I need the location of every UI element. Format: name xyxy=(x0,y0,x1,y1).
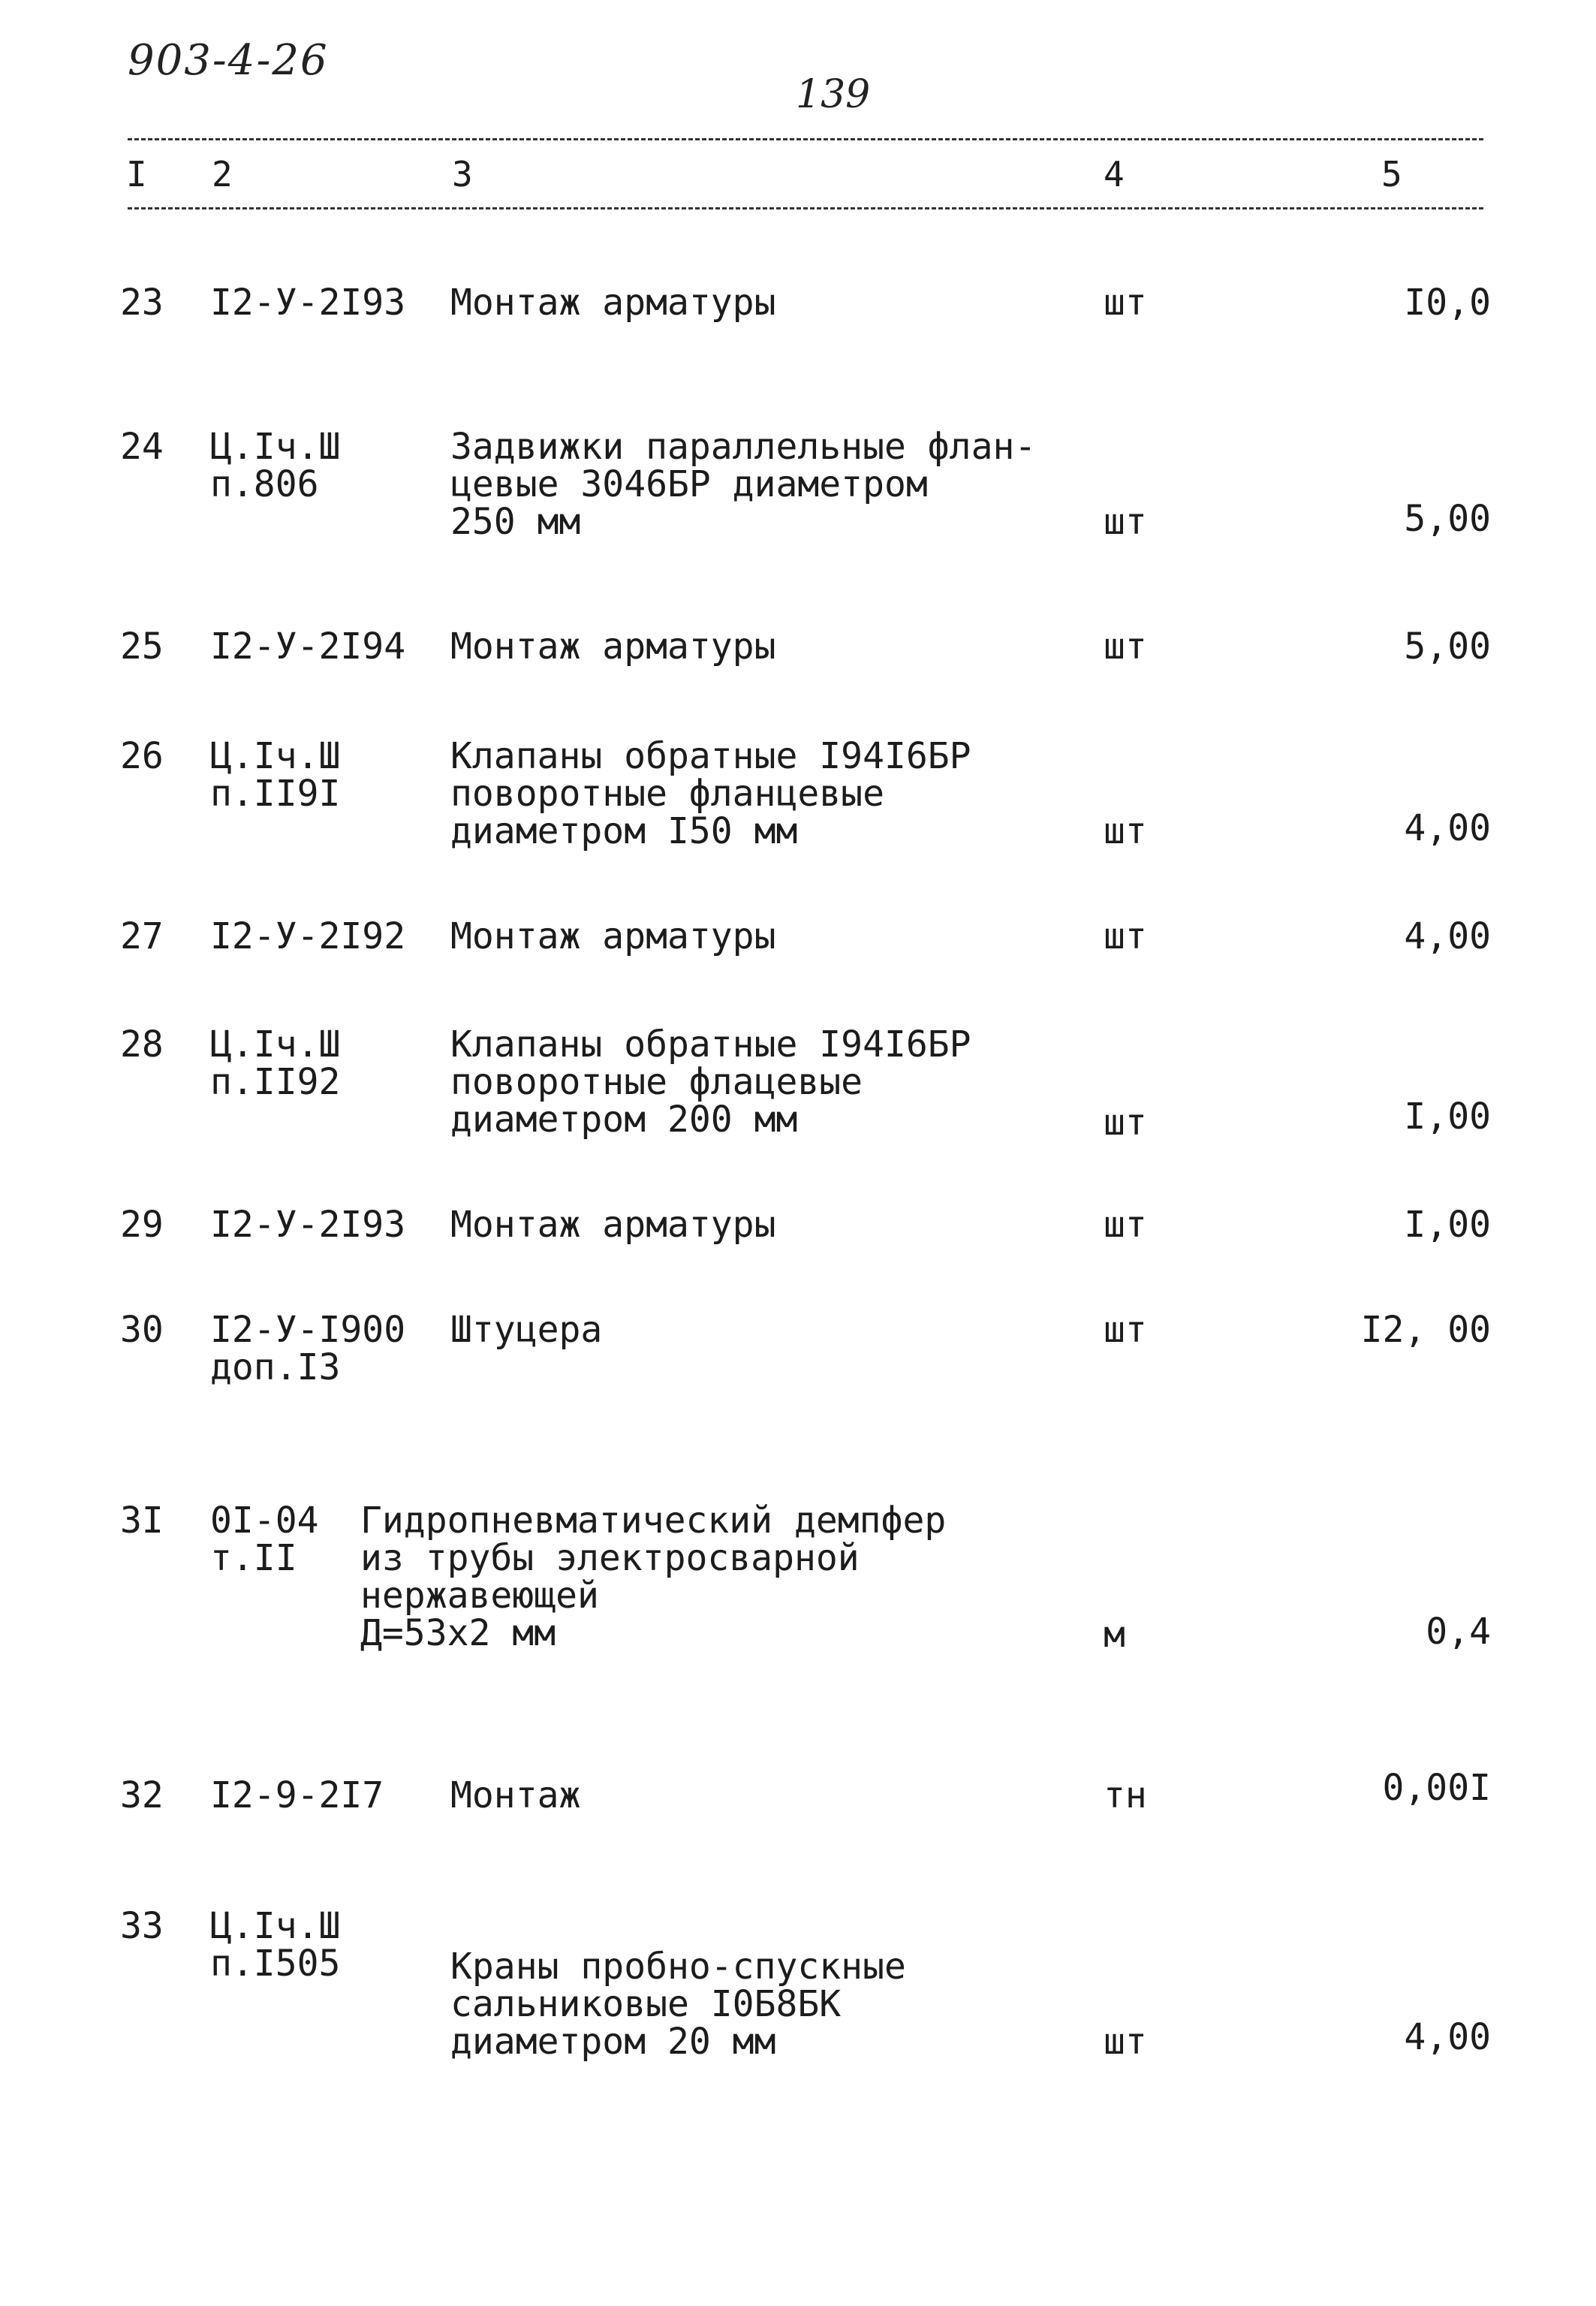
row-unit: шт xyxy=(1104,501,1147,543)
row-description: Штуцера xyxy=(450,1309,603,1351)
row-unit: тн xyxy=(1104,1774,1147,1816)
row-unit: шт xyxy=(1104,282,1147,324)
row-number: 24 xyxy=(120,426,164,468)
row-description: Задвижки параллельные флан- цевые 3046БР диаметром 250 мм xyxy=(450,426,1037,543)
row-code: Ц.Iч.Ш п.I505 xyxy=(210,1905,341,1985)
row-code: I2-У-2I92 xyxy=(210,915,406,957)
row-quantity: I,00 xyxy=(1404,1096,1491,1138)
page-number: 139 xyxy=(796,72,871,117)
row-unit: м xyxy=(1104,1614,1125,1656)
row-description: Монтаж xyxy=(450,1774,581,1816)
row-unit: шт xyxy=(1104,2021,1147,2063)
row-quantity: 4,00 xyxy=(1404,915,1491,957)
header-rule-top xyxy=(128,138,1483,140)
row-quantity: 4,00 xyxy=(1404,2016,1491,2058)
row-number: 25 xyxy=(120,625,164,668)
row-code: I2-У-2I94 xyxy=(210,625,406,668)
row-number: 30 xyxy=(120,1309,164,1351)
row-description: Гидропневматический демпфер из трубы электросварной нержавеющей Д=53х2 мм xyxy=(360,1500,947,1654)
row-number: 27 xyxy=(120,915,164,957)
row-description: Клапаны обратные I94I6БР поворотные флацевые диаметром 200 мм xyxy=(450,1023,971,1141)
row-quantity: 5,00 xyxy=(1404,625,1491,668)
row-code: I2-У-I900 доп.I3 xyxy=(210,1309,406,1388)
document-code: 903-4-26 xyxy=(128,36,329,85)
row-description: Монтаж арматуры xyxy=(450,915,776,957)
column-header-1: I xyxy=(126,154,147,194)
row-quantity: 5,00 xyxy=(1404,498,1491,540)
header-rule-bottom xyxy=(128,207,1483,209)
row-number: 23 xyxy=(120,282,164,324)
row-unit: шт xyxy=(1104,1309,1147,1351)
row-number: 26 xyxy=(120,735,164,777)
row-number: 28 xyxy=(120,1023,164,1066)
row-unit: шт xyxy=(1104,1102,1147,1144)
row-quantity: I,00 xyxy=(1404,1204,1491,1246)
row-number: 3I xyxy=(120,1500,164,1542)
row-description: Монтаж арматуры xyxy=(450,282,776,324)
row-code: Ц.Iч.Ш п.806 xyxy=(210,426,341,505)
row-code: I2-У-2I93 xyxy=(210,1204,406,1246)
row-quantity: 0,00I xyxy=(1382,1767,1491,1809)
row-quantity: I0,0 xyxy=(1404,282,1491,324)
column-header-2: 2 xyxy=(212,154,233,194)
column-header-5: 5 xyxy=(1381,154,1402,194)
row-description: Монтаж арматуры xyxy=(450,1204,776,1246)
row-code: 0I-04 т.II xyxy=(210,1500,319,1579)
row-code: Ц.Iч.Ш п.II92 xyxy=(210,1023,341,1103)
row-number: 32 xyxy=(120,1774,164,1816)
row-description: Монтаж арматуры xyxy=(450,625,776,668)
row-number: 33 xyxy=(120,1905,164,1947)
row-unit: шт xyxy=(1104,1204,1147,1246)
column-header-4: 4 xyxy=(1104,154,1125,194)
row-unit: шт xyxy=(1104,625,1147,668)
row-quantity: I2, 00 xyxy=(1360,1309,1491,1351)
row-description: Клапаны обратные I94I6БР поворотные фланцевые диаметром I50 мм xyxy=(450,735,971,852)
row-code: I2-У-2I93 xyxy=(210,282,406,324)
row-code: Ц.Iч.Ш п.II9I xyxy=(210,735,341,815)
column-header-3: 3 xyxy=(452,154,473,194)
row-code: I2-9-2I7 xyxy=(210,1774,384,1816)
row-quantity: 0,4 xyxy=(1426,1611,1491,1653)
row-description: Краны пробно-спускные сальниковые I0Б8БК диаметром 20 мм xyxy=(450,1946,906,2063)
row-unit: шт xyxy=(1104,915,1147,957)
row-number: 29 xyxy=(120,1204,164,1246)
row-quantity: 4,00 xyxy=(1404,807,1491,849)
row-unit: шт xyxy=(1104,810,1147,852)
